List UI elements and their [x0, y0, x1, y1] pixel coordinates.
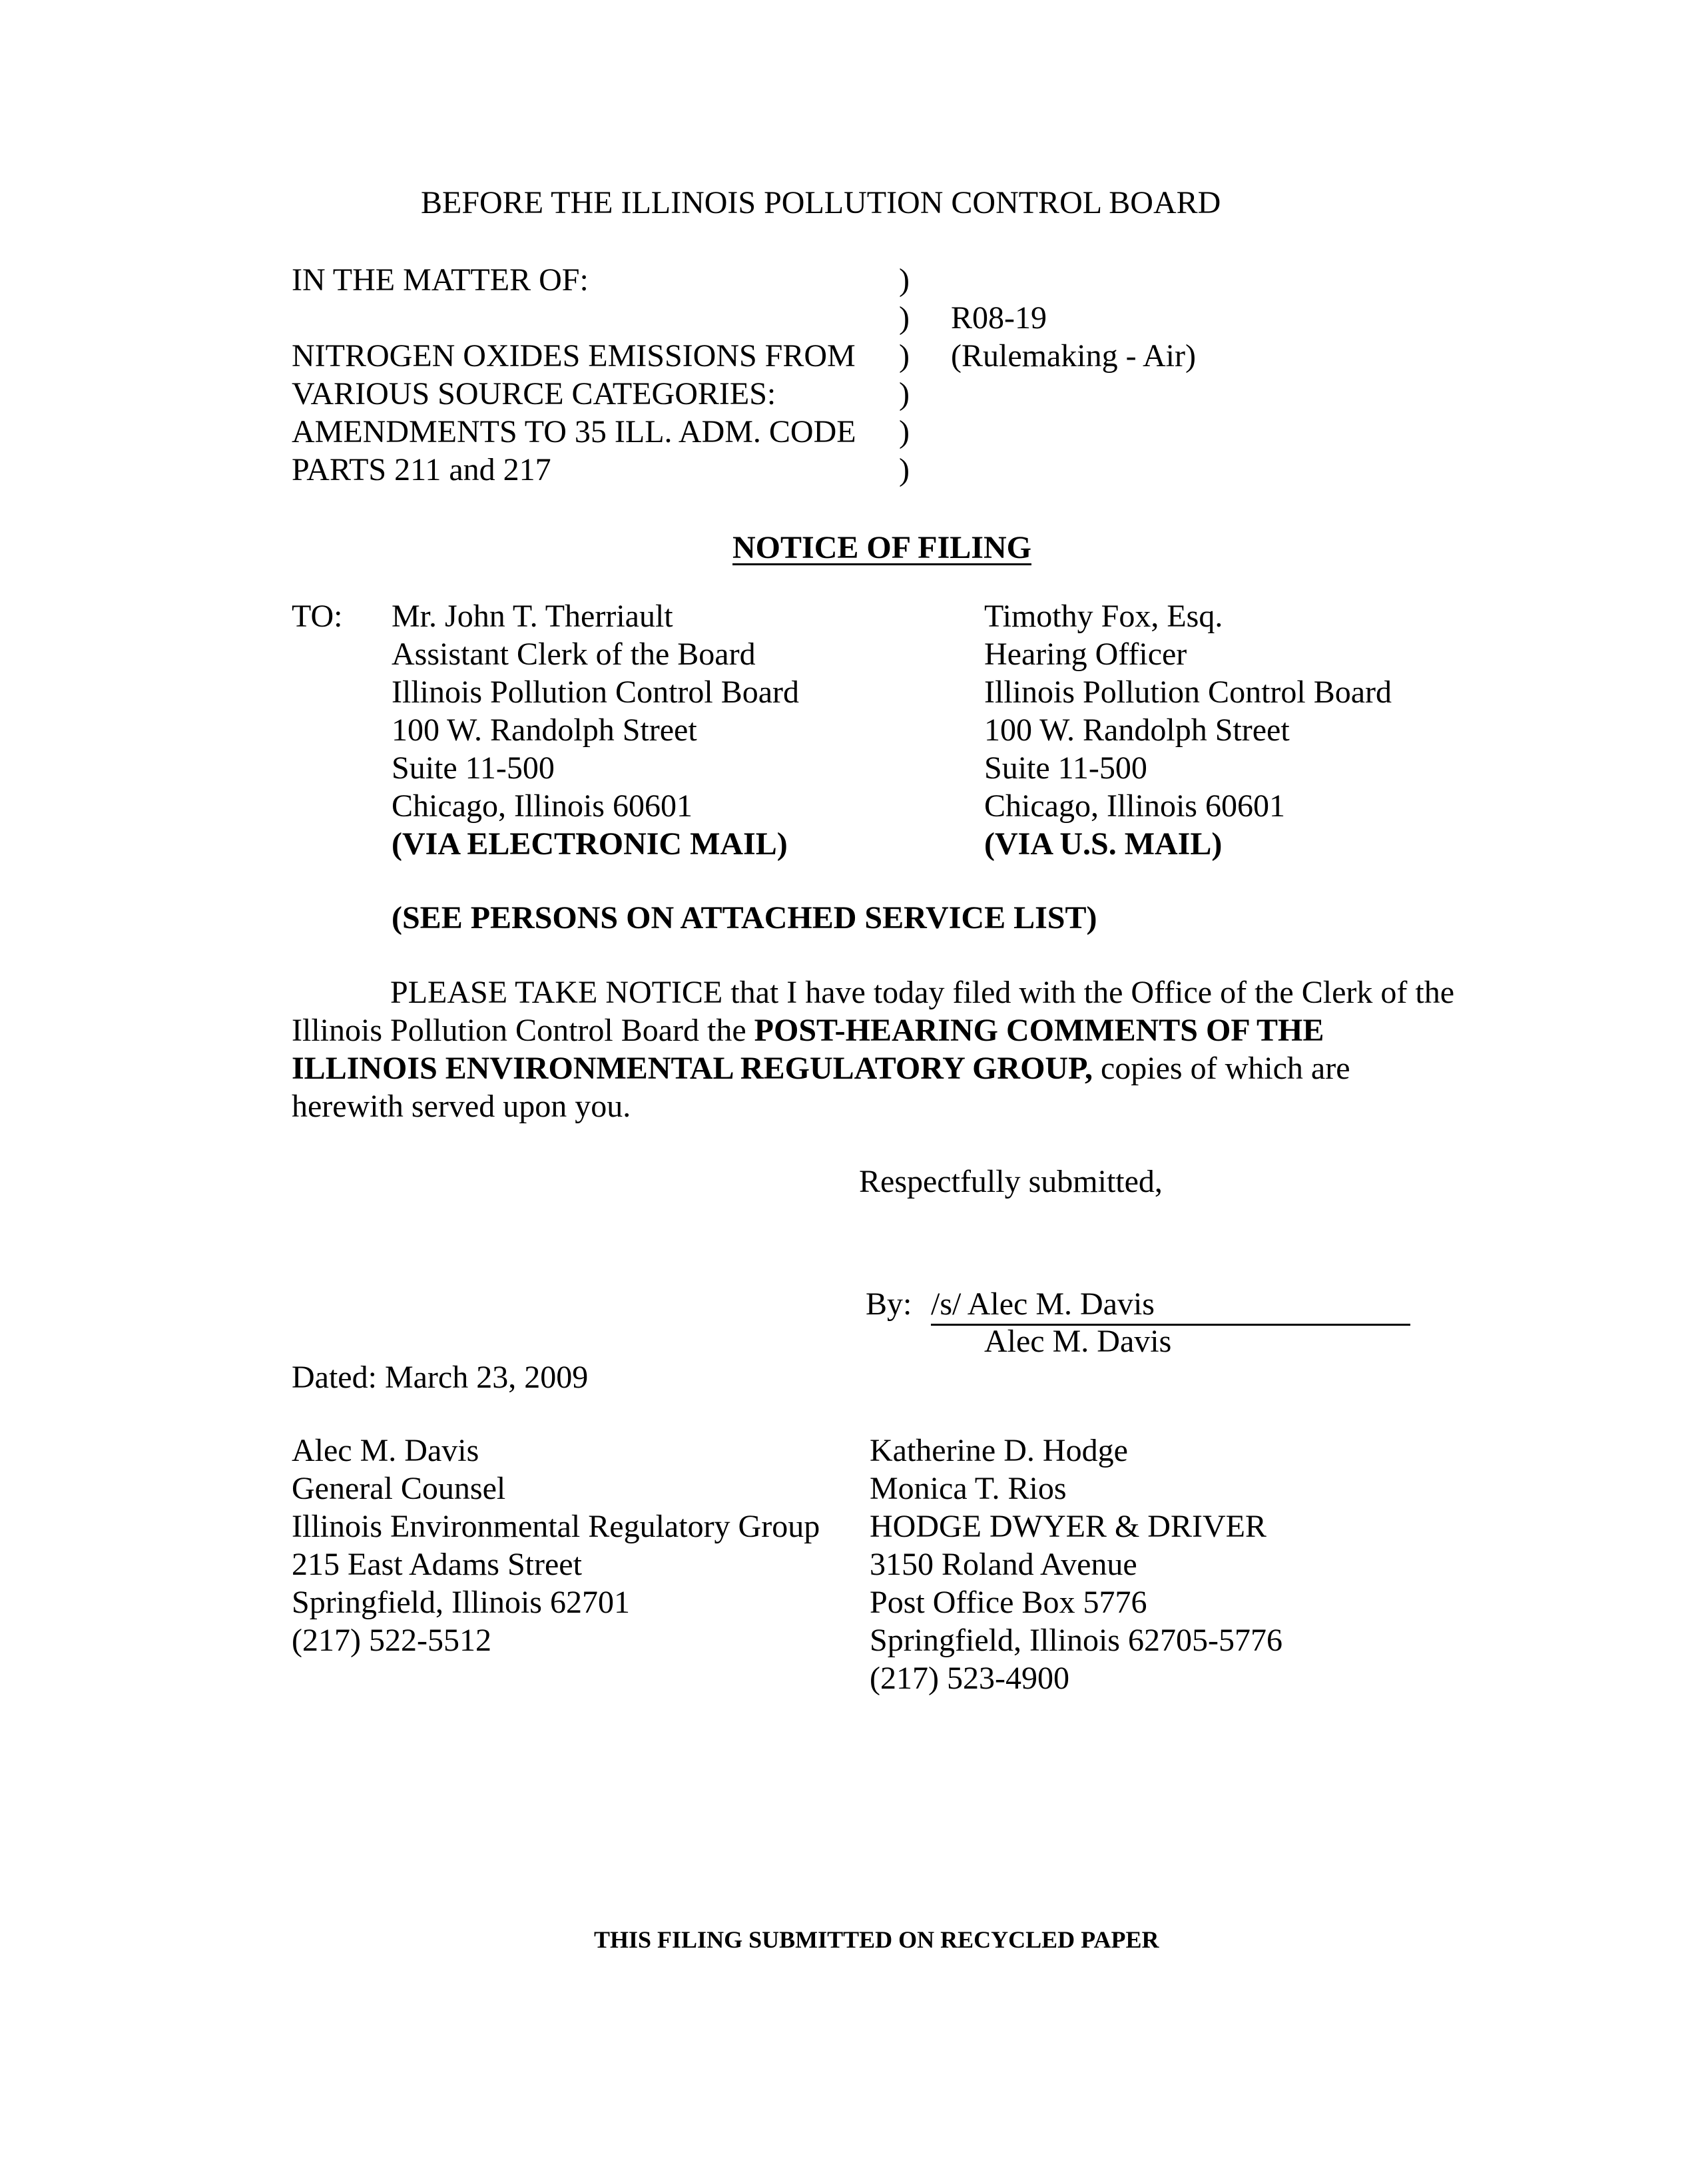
recipient-line: 100 W. Randolph Street — [392, 712, 697, 748]
contact-line: 3150 Roland Avenue — [870, 1547, 1137, 1582]
dated: Dated: March 23, 2009 — [292, 1360, 589, 1395]
contact-hodge-dwyer — [870, 1432, 1282, 1697]
recipient-clerk — [392, 597, 799, 863]
caption-line: PARTS 211 and 217 — [292, 452, 551, 487]
contact-line: Springfield, Illinois 62705-5776 — [870, 1623, 1282, 1658]
caption-parens — [899, 261, 910, 489]
signature-text: /s/ Alec M. Davis — [931, 1286, 1155, 1322]
recipient-line: Suite 11-500 — [984, 750, 1147, 786]
docket-type: (Rulemaking - Air) — [951, 338, 1196, 374]
contact-line: 215 East Adams Street — [292, 1547, 582, 1582]
signer-name: Alec M. Davis — [984, 1324, 1172, 1359]
body-intro: PLEASE TAKE NOTICE that I have today filed with the Office of the Clerk of the Illinois Pollution Control Board the — [292, 975, 1454, 1048]
caption-line: NITROGEN OXIDES EMISSIONS FROM — [292, 338, 856, 374]
recipient-line: Assistant Clerk of the Board — [392, 637, 756, 672]
delivery-method: (VIA U.S. MAIL) — [984, 826, 1223, 862]
caption-matter — [292, 261, 856, 489]
contact-line: Katherine D. Hodge — [870, 1433, 1128, 1468]
recipient-line: Illinois Pollution Control Board — [984, 675, 1392, 710]
docket-info — [951, 299, 1196, 375]
docket-number: R08-19 — [951, 300, 1047, 336]
closing: Respectfully submitted, — [859, 1164, 1163, 1199]
contact-line: Illinois Environmental Regulatory Group — [292, 1509, 820, 1544]
recipient-line: Hearing Officer — [984, 637, 1187, 672]
contact-line: General Counsel — [292, 1471, 506, 1506]
caption-line: IN THE MATTER OF: — [292, 262, 589, 298]
body-document-title: POST-HEARING COMMENTS OF THE ILLINOIS ENVIRONMENTAL REGULATORY GROUP, — [292, 1013, 1324, 1086]
notice-title: NOTICE OF FILING — [732, 530, 1031, 565]
recycled-paper-footer: THIS FILING SUBMITTED ON RECYCLED PAPER — [594, 1926, 1159, 1953]
recipient-line: 100 W. Randolph Street — [984, 712, 1290, 748]
contact-line: (217) 522-5512 — [292, 1623, 491, 1658]
service-list-note: (SEE PERSONS ON ATTACHED SERVICE LIST) — [392, 900, 1097, 936]
recipient-line: Illinois Pollution Control Board — [392, 675, 800, 710]
board-title: BEFORE THE ILLINOIS POLLUTION CONTROL BOARD — [421, 185, 1221, 220]
notice-body — [292, 973, 1464, 1125]
recipient-line: Suite 11-500 — [392, 750, 555, 786]
caption-paren: ) — [899, 262, 910, 298]
body-outro: copies of which are herewith served upon you. — [292, 1051, 1350, 1124]
to-label: TO: — [292, 599, 343, 634]
caption-line: VARIOUS SOURCE CATEGORIES: — [292, 376, 776, 411]
caption-line: AMENDMENTS TO 35 ILL. ADM. CODE — [292, 414, 856, 449]
caption-line — [292, 299, 856, 337]
caption-paren: ) — [899, 414, 910, 449]
signature-line — [931, 1285, 1410, 1326]
caption-paren: ) — [899, 300, 910, 336]
contact-line: Springfield, Illinois 62701 — [292, 1585, 630, 1620]
contact-line: (217) 523-4900 — [870, 1661, 1069, 1696]
recipient-line: Timothy Fox, Esq. — [984, 599, 1223, 634]
recipient-line: Chicago, Illinois 60601 — [984, 788, 1285, 824]
caption-paren: ) — [899, 376, 910, 411]
recipient-hearing-officer — [984, 597, 1392, 863]
contact-line: Post Office Box 5776 — [870, 1585, 1147, 1620]
caption-paren: ) — [899, 452, 910, 487]
by-label: By: — [866, 1286, 912, 1322]
recipient-line: Chicago, Illinois 60601 — [392, 788, 693, 824]
contact-line: Monica T. Rios — [870, 1471, 1067, 1506]
caption-paren: ) — [899, 338, 910, 374]
recipient-line: Mr. John T. Therriault — [392, 599, 673, 634]
contact-ierg — [292, 1432, 820, 1659]
delivery-method: (VIA ELECTRONIC MAIL) — [392, 826, 788, 862]
contact-line: Alec M. Davis — [292, 1433, 479, 1468]
contact-line: HODGE DWYER & DRIVER — [870, 1509, 1267, 1544]
